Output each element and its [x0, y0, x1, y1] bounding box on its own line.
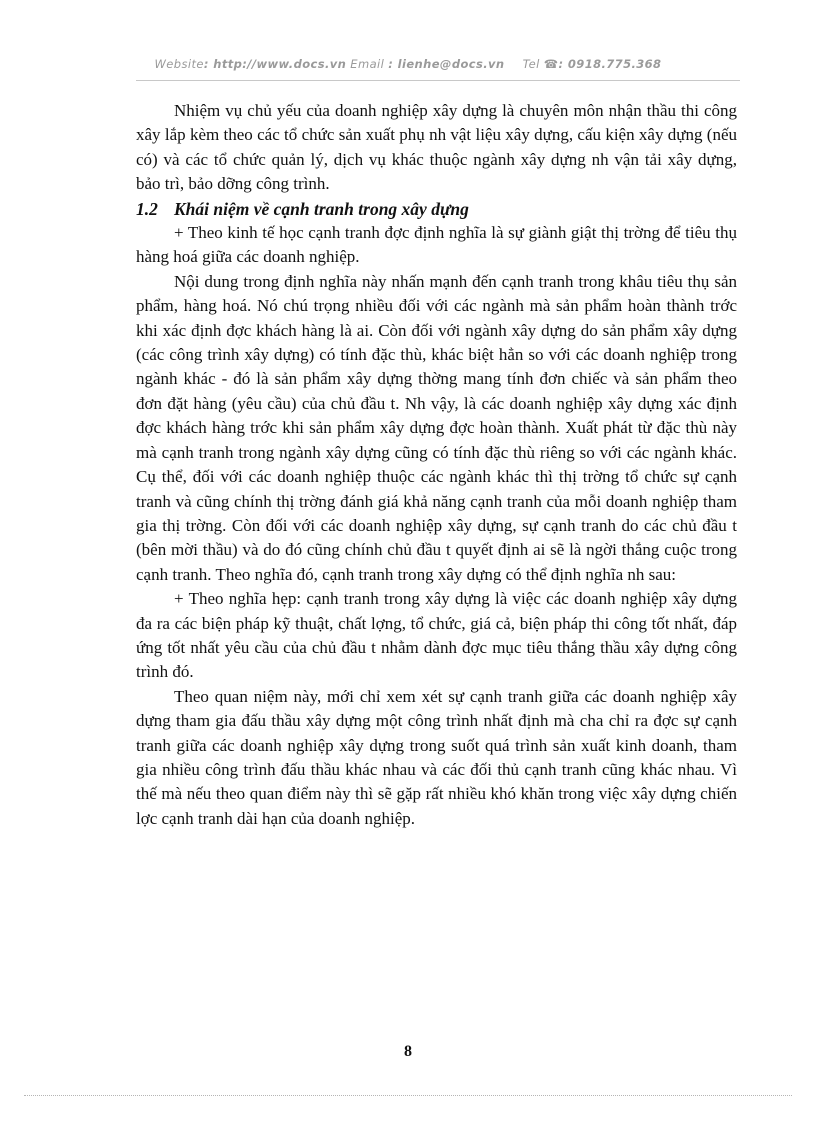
phone-icon: ☎	[543, 57, 559, 71]
email-value: : lienhe@docs.vn	[388, 57, 505, 71]
header-divider	[136, 80, 740, 81]
website-value: : http://www.docs.vn	[203, 57, 347, 71]
paragraph-2: + Theo kinh tế học cạnh tranh đợc định nghĩa là sự giành giật thị trờng để tiêu thụ hàng hoá giữa các doanh nghiệp.	[136, 223, 737, 267]
paragraph-1: Nhiệm vụ chủ yếu của doanh nghiệp xây dựng là chuyên môn nhận thầu thi công xây lắp kèm theo các tổ chức sản xuất phụ nh vật liệu xây dựng, cấu kiện xây dựng (nếu có) và các tổ chức quản lý, dịch vụ khác thuộc ngành xây dựng nh vận tải xây dựng, bảo trì, bảo dỡng công trình.	[136, 101, 737, 194]
page-header	[0, 57, 816, 71]
footer-divider	[24, 1095, 792, 1096]
tel-label: Tel	[522, 57, 540, 71]
section-title: Khái niệm về cạnh tranh trong xây dựng	[174, 198, 469, 219]
email-label: Email	[350, 57, 385, 71]
website-label: Website	[154, 57, 204, 71]
paragraph-5: Theo quan niệm này, mới chỉ xem xét sự cạnh tranh giữa các doanh nghiệp xây dựng tham gia đấu thầu xây dựng một công trình nhất định mà cha chỉ ra đợc sự cạnh tranh giữa các doanh nghiệp xây dựng trong suốt quá trình sản xuất kinh doanh, tham gia nhiều công trình đấu thầu khác nhau và các đối thủ cạnh tranh cũng khác nhau. Vì thế mà nếu theo quan điểm này thì sẽ gặp rất nhiều khó khăn trong việc xây dựng chiến lợc cạnh tranh dài hạn của doanh nghiệp.	[136, 686, 737, 828]
tel-value: : 0918.775.368	[558, 57, 662, 71]
paragraph-3: Nội dung trong định nghĩa này nhấn mạnh đến cạnh tranh trong khâu tiêu thụ sản phẩm, hàng hoá. Nó chú trọng nhiều đối với các ngành mà sản phẩm hoàn thành trớc khi xác định đợc khách hàng là ai. Còn đối với ngành xây dựng do sản phẩm xây dựng (các công trình xây dựng) có tính đặc thù, khác biệt hẳn so với các doanh nghiệp trong ngành khác - đó là sản phẩm xây dựng thờng mang tính đơn chiếc và sản phẩm theo đơn đặt hàng (yêu cầu) của chủ đầu t. Nh vậy, là các doanh nghiệp xây dựng xác định đợc khách hàng trớc khi sản phẩm xây dựng đợc hoàn thành. Xuất phát từ đặc thù này mà cạnh tranh trong ngành xây dựng cũng có tính đặc thù riêng so với các ngành khác. Cụ thể, đối với các doanh nghiệp thuộc các ngành khác thì thị trờng tổ chức sự cạnh tranh và cũng chính thị trờng đánh giá khả năng cạnh tranh của mỗi doanh nghiệp tham gia thị trờng. Còn đối với các doanh nghiệp xây dựng, sự cạnh tranh do các chủ đầu t (bên mời thầu) và do đó cũng chính chủ đầu t quyết định ai sẽ là ngời thắng cuộc trong cạnh tranh. Theo nghĩa đó, cạnh tranh trong xây dựng có thể định nghĩa nh sau:	[136, 271, 737, 584]
document-body	[136, 99, 737, 831]
paragraph-4: + Theo nghĩa hẹp: cạnh tranh trong xây dựng là việc các doanh nghiệp xây dựng đa ra các biện pháp kỹ thuật, chất lợng, tổ chức, giá cả, biện pháp thi công tốt nhất, đáp ứng tốt nhất yêu cầu của chủ đầu t nhằm dành đợc mục tiêu thắng thầu xây dựng công trình đó.	[136, 589, 737, 682]
section-heading	[136, 197, 737, 221]
section-number: 1.2	[136, 198, 158, 219]
page-number: 8	[404, 1043, 412, 1060]
